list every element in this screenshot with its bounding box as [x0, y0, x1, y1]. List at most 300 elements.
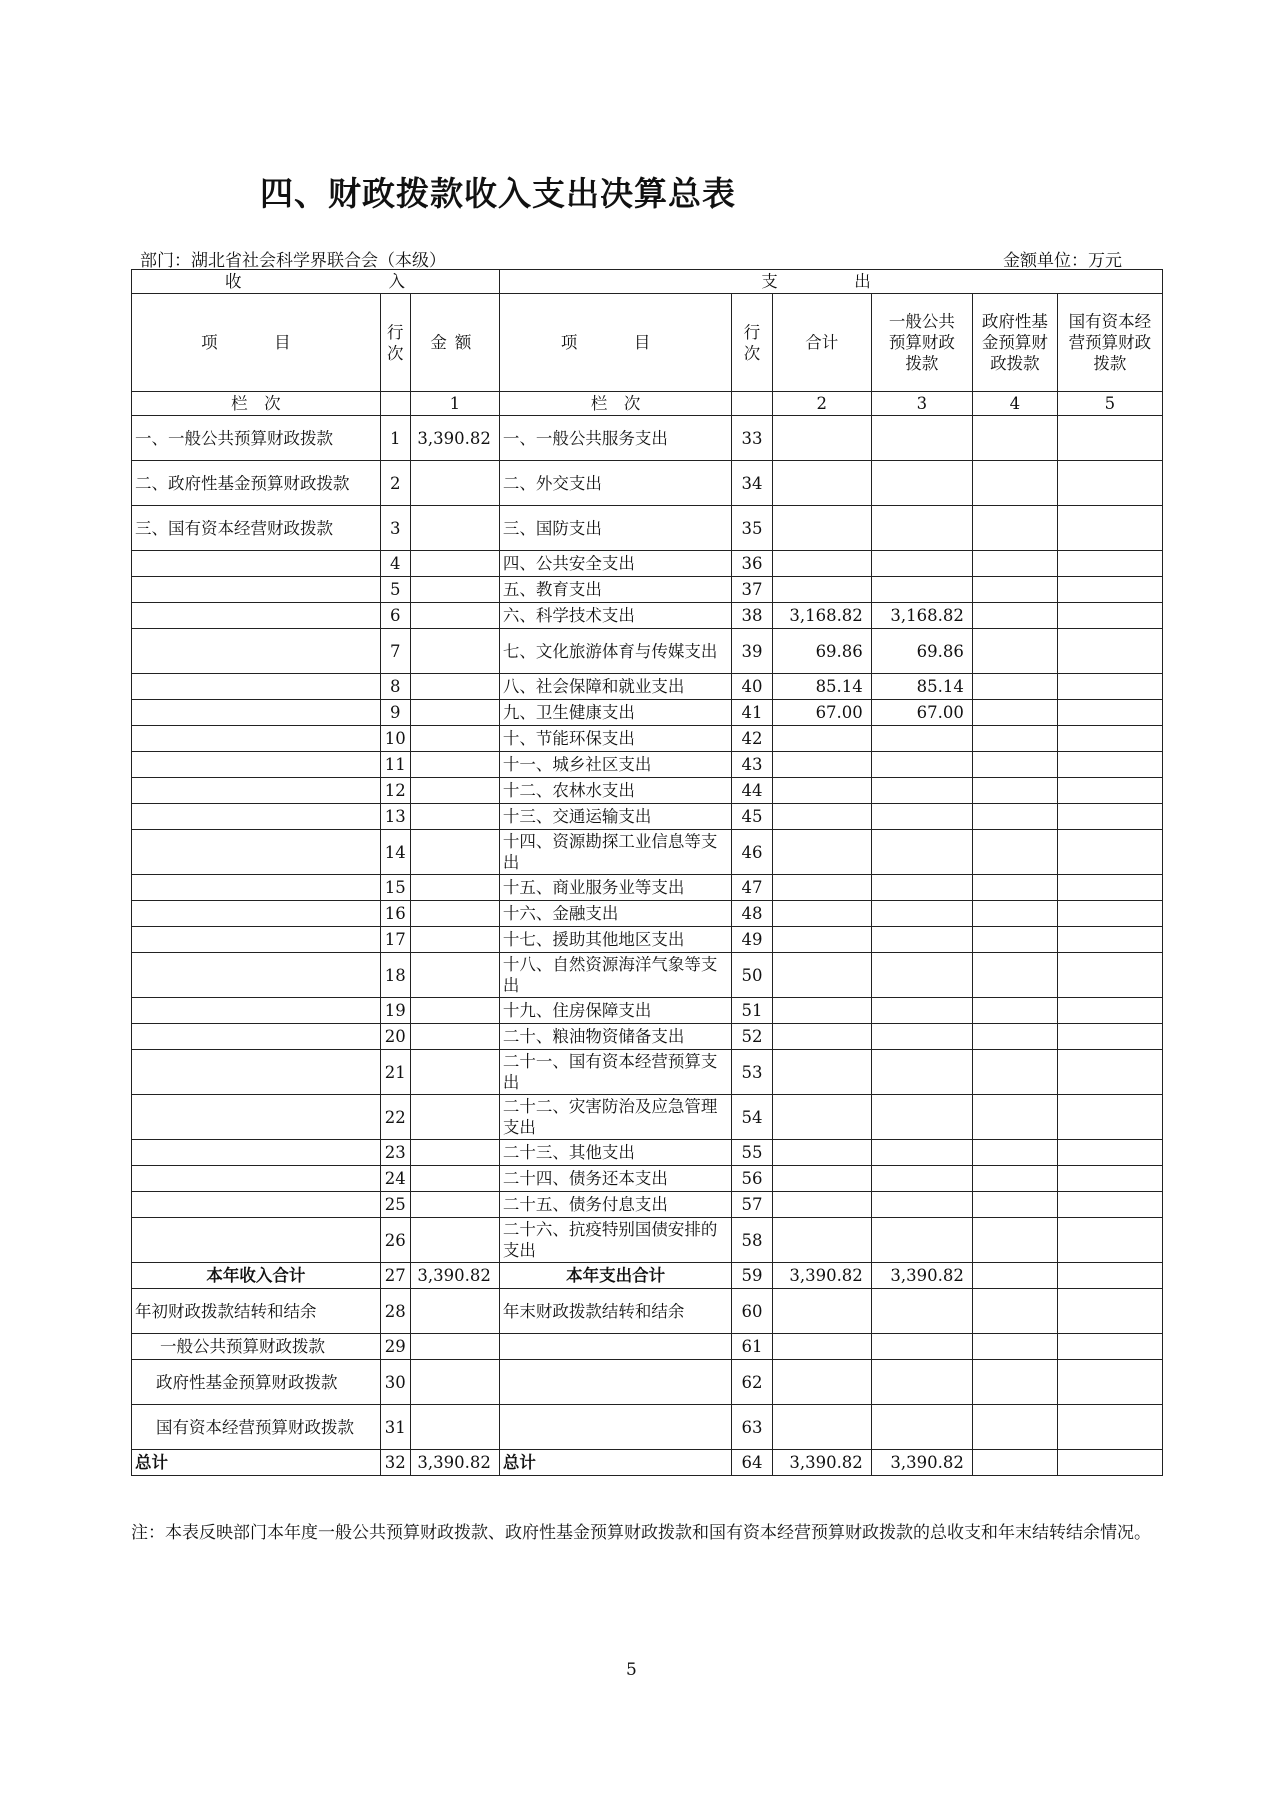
income-row-no-cell: 22	[380, 1095, 410, 1140]
income-amount-cell	[410, 461, 499, 506]
table-row	[132, 674, 1163, 700]
general-budget-cell	[871, 998, 972, 1024]
table-row	[132, 875, 1163, 901]
expense-item-cell: 六、科学技术支出	[499, 603, 731, 629]
expense-row-no-cell: 46	[732, 830, 772, 875]
lanci-empty	[732, 392, 772, 416]
expense-row-no-cell: 61	[732, 1334, 772, 1360]
state-capital-cell	[1057, 551, 1162, 577]
state-capital-cell	[1057, 1450, 1162, 1476]
income-row-no-cell: 2	[380, 461, 410, 506]
table-row	[132, 752, 1163, 778]
total-cell	[772, 1360, 871, 1405]
gov-fund-cell	[972, 875, 1057, 901]
expense-row-no-cell: 44	[732, 778, 772, 804]
lanci-col-5: 5	[1057, 392, 1162, 416]
income-row-no-cell: 15	[380, 875, 410, 901]
income-amount-cell	[410, 1050, 499, 1095]
expense-item-cell	[499, 1405, 731, 1450]
table-row	[132, 1192, 1163, 1218]
table-row	[132, 778, 1163, 804]
gov-fund-cell	[972, 1360, 1057, 1405]
total-cell	[772, 901, 871, 927]
general-budget-cell	[871, 901, 972, 927]
income-row-no-cell: 6	[380, 603, 410, 629]
income-row-no-cell: 20	[380, 1024, 410, 1050]
expense-row-no-cell: 53	[732, 1050, 772, 1095]
gov-fund-header: 政府性基金预算财政拨款	[972, 294, 1057, 392]
income-amount-cell	[410, 953, 499, 998]
expense-row-no-cell: 55	[732, 1140, 772, 1166]
income-amount-cell	[410, 998, 499, 1024]
total-cell: 85.14	[772, 674, 871, 700]
footnote: 注：本表反映部门本年度一般公共预算财政拨款、政府性基金预算财政拨款和国有资本经营预算财政拨款的总收支和年末结转结余情况。	[131, 1523, 1151, 1543]
table-row	[132, 1024, 1163, 1050]
general-budget-cell	[871, 927, 972, 953]
state-capital-cell	[1057, 416, 1162, 461]
income-item-cell	[132, 875, 381, 901]
state-capital-cell	[1057, 629, 1162, 674]
general-budget-cell	[871, 726, 972, 752]
general-budget-cell	[871, 1166, 972, 1192]
general-budget-cell	[871, 461, 972, 506]
gov-fund-cell	[972, 506, 1057, 551]
income-item-cell	[132, 603, 381, 629]
state-capital-cell	[1057, 875, 1162, 901]
lanci-col-3: 3	[871, 392, 972, 416]
expense-row-no-cell: 63	[732, 1405, 772, 1450]
expense-item-header: 项 目	[499, 294, 731, 392]
expense-item-cell: 九、卫生健康支出	[499, 700, 731, 726]
state-capital-cell	[1057, 1405, 1162, 1450]
state-capital-cell	[1057, 778, 1162, 804]
income-row-no-cell: 1	[380, 416, 410, 461]
income-row-no-cell: 17	[380, 927, 410, 953]
gov-fund-cell	[972, 700, 1057, 726]
general-budget-cell	[871, 1289, 972, 1334]
income-item-header: 项 目	[132, 294, 381, 392]
expense-item-cell: 十二、农林水支出	[499, 778, 731, 804]
page-number: 5	[626, 1660, 637, 1680]
expense-row-no-cell: 58	[732, 1218, 772, 1263]
income-amount-cell	[410, 901, 499, 927]
state-capital-cell	[1057, 603, 1162, 629]
general-budget-cell: 85.14	[871, 674, 972, 700]
expense-row-no-cell: 34	[732, 461, 772, 506]
state-capital-cell	[1057, 1095, 1162, 1140]
table-row	[132, 461, 1163, 506]
income-row-no-cell: 25	[380, 1192, 410, 1218]
general-budget-cell	[871, 830, 972, 875]
gov-fund-cell	[972, 726, 1057, 752]
state-capital-cell	[1057, 1360, 1162, 1405]
state-capital-cell	[1057, 461, 1162, 506]
state-capital-cell	[1057, 1050, 1162, 1095]
general-budget-cell	[871, 1405, 972, 1450]
table-row	[132, 927, 1163, 953]
total-cell	[772, 953, 871, 998]
income-item-cell: 一般公共预算财政拨款	[132, 1334, 381, 1360]
state-capital-cell	[1057, 700, 1162, 726]
gov-fund-cell	[972, 1024, 1057, 1050]
general-budget-cell: 69.86	[871, 629, 972, 674]
expense-item-cell: 二十六、抗疫特别国债安排的支出	[499, 1218, 731, 1263]
gov-fund-cell	[972, 1192, 1057, 1218]
income-amount-cell: 3,390.82	[410, 416, 499, 461]
income-item-cell: 本年收入合计	[132, 1263, 381, 1289]
state-capital-cell	[1057, 830, 1162, 875]
state-capital-cell	[1057, 804, 1162, 830]
state-capital-cell	[1057, 674, 1162, 700]
income-item-cell	[132, 1166, 381, 1192]
table-row	[132, 1166, 1163, 1192]
income-amount-cell	[410, 629, 499, 674]
income-item-cell: 政府性基金预算财政拨款	[132, 1360, 381, 1405]
total-cell: 69.86	[772, 629, 871, 674]
total-cell	[772, 875, 871, 901]
expense-row-no-cell: 40	[732, 674, 772, 700]
total-cell	[772, 804, 871, 830]
expense-item-cell: 二十五、债务付息支出	[499, 1192, 731, 1218]
gov-fund-cell	[972, 752, 1057, 778]
income-row-no-cell: 4	[380, 551, 410, 577]
total-cell	[772, 1192, 871, 1218]
department-label: 部门：湖北省社会科学界联合会（本级）	[140, 251, 446, 271]
income-item-cell	[132, 927, 381, 953]
total-cell	[772, 1024, 871, 1050]
expense-item-cell: 年末财政拨款结转和结余	[499, 1289, 731, 1334]
income-amount-cell	[410, 1334, 499, 1360]
table-row	[132, 700, 1163, 726]
gov-fund-cell	[972, 577, 1057, 603]
gov-fund-cell	[972, 1289, 1057, 1334]
total-cell	[772, 1166, 871, 1192]
total-cell	[772, 1095, 871, 1140]
general-budget-cell: 3,390.82	[871, 1450, 972, 1476]
state-capital-cell	[1057, 1140, 1162, 1166]
table-row	[132, 1450, 1163, 1476]
income-item-cell	[132, 953, 381, 998]
general-budget-cell	[871, 416, 972, 461]
income-row-no-cell: 31	[380, 1405, 410, 1450]
gov-fund-cell	[972, 830, 1057, 875]
general-budget-cell	[871, 1050, 972, 1095]
unit-label: 金额单位：万元	[1003, 251, 1122, 271]
income-item-cell	[132, 778, 381, 804]
total-cell	[772, 577, 871, 603]
table-row	[132, 603, 1163, 629]
income-group-header: 收 入	[132, 270, 500, 294]
expense-item-cell: 十四、资源勘探工业信息等支出	[499, 830, 731, 875]
income-item-cell: 国有资本经营预算财政拨款	[132, 1405, 381, 1450]
total-cell	[772, 1405, 871, 1450]
expense-item-cell: 二、外交支出	[499, 461, 731, 506]
expense-row-no-cell: 64	[732, 1450, 772, 1476]
state-capital-cell	[1057, 1334, 1162, 1360]
lanci-empty	[380, 392, 410, 416]
state-capital-cell	[1057, 1166, 1162, 1192]
gov-fund-cell	[972, 804, 1057, 830]
income-amount-cell	[410, 1405, 499, 1450]
general-budget-cell	[871, 1024, 972, 1050]
table-row	[132, 1289, 1163, 1334]
income-row-no-cell: 10	[380, 726, 410, 752]
expense-item-cell: 八、社会保障和就业支出	[499, 674, 731, 700]
general-budget-cell: 3,390.82	[871, 1263, 972, 1289]
income-row-no-cell: 21	[380, 1050, 410, 1095]
state-capital-cell	[1057, 1024, 1162, 1050]
income-row-no-cell: 32	[380, 1450, 410, 1476]
state-capital-cell	[1057, 577, 1162, 603]
expense-row-no-cell: 47	[732, 875, 772, 901]
state-capital-cell	[1057, 1263, 1162, 1289]
expense-row-no-cell: 60	[732, 1289, 772, 1334]
income-item-cell	[132, 901, 381, 927]
income-item-cell: 年初财政拨款结转和结余	[132, 1289, 381, 1334]
general-budget-cell: 67.00	[871, 700, 972, 726]
income-row-no-cell: 14	[380, 830, 410, 875]
income-amount-cell	[410, 1360, 499, 1405]
expense-item-cell: 一、一般公共服务支出	[499, 416, 731, 461]
income-amount-cell	[410, 927, 499, 953]
expense-item-cell: 二十、粮油物资储备支出	[499, 1024, 731, 1050]
income-row-no-cell: 12	[380, 778, 410, 804]
income-item-cell	[132, 726, 381, 752]
total-cell	[772, 752, 871, 778]
gov-fund-cell	[972, 901, 1057, 927]
gov-fund-cell	[972, 1334, 1057, 1360]
expense-item-cell: 十七、援助其他地区支出	[499, 927, 731, 953]
income-item-cell	[132, 674, 381, 700]
income-amount-cell	[410, 804, 499, 830]
expense-item-cell: 本年支出合计	[499, 1263, 731, 1289]
expense-row-no-cell: 51	[732, 998, 772, 1024]
income-item-cell	[132, 998, 381, 1024]
gov-fund-cell	[972, 1050, 1057, 1095]
total-cell	[772, 1218, 871, 1263]
gov-fund-cell	[972, 953, 1057, 998]
general-budget-cell	[871, 551, 972, 577]
expense-row-no-cell: 36	[732, 551, 772, 577]
total-cell: 3,168.82	[772, 603, 871, 629]
income-amount-cell	[410, 1192, 499, 1218]
general-budget-cell	[871, 778, 972, 804]
state-capital-cell	[1057, 726, 1162, 752]
expense-row-no-cell: 49	[732, 927, 772, 953]
income-amount-cell	[410, 1166, 499, 1192]
income-item-cell	[132, 804, 381, 830]
lanci-label-expense: 栏 次	[499, 392, 731, 416]
state-capital-cell	[1057, 506, 1162, 551]
expense-row-no-cell: 39	[732, 629, 772, 674]
general-budget-cell	[871, 804, 972, 830]
expense-row-no-cell: 59	[732, 1263, 772, 1289]
income-amount-cell: 3,390.82	[410, 1263, 499, 1289]
income-row-no-cell: 28	[380, 1289, 410, 1334]
income-amount-cell	[410, 726, 499, 752]
income-item-cell: 三、国有资本经营财政拨款	[132, 506, 381, 551]
income-item-cell	[132, 1095, 381, 1140]
expense-item-cell: 十六、金融支出	[499, 901, 731, 927]
total-header: 合计	[772, 294, 871, 392]
general-budget-cell	[871, 506, 972, 551]
expense-item-cell	[499, 1334, 731, 1360]
income-amount-cell	[410, 830, 499, 875]
lanci-col-1: 1	[410, 392, 499, 416]
table-row	[132, 629, 1163, 674]
total-cell	[772, 1140, 871, 1166]
table-row	[132, 1405, 1163, 1450]
gov-fund-cell	[972, 998, 1057, 1024]
income-row-no-cell: 11	[380, 752, 410, 778]
column-header-row	[132, 294, 1163, 392]
income-row-no-cell: 13	[380, 804, 410, 830]
state-capital-cell	[1057, 1192, 1162, 1218]
table-row	[132, 998, 1163, 1024]
table-row	[132, 551, 1163, 577]
total-cell	[772, 927, 871, 953]
income-amount-cell	[410, 577, 499, 603]
table-row	[132, 804, 1163, 830]
total-cell	[772, 1289, 871, 1334]
income-item-cell	[132, 551, 381, 577]
expense-item-cell: 四、公共安全支出	[499, 551, 731, 577]
table-row	[132, 416, 1163, 461]
general-budget-cell	[871, 953, 972, 998]
fiscal-summary-table	[131, 269, 1163, 1476]
state-capital-cell	[1057, 901, 1162, 927]
total-cell	[772, 506, 871, 551]
expense-row-no-cell: 54	[732, 1095, 772, 1140]
gov-fund-cell	[972, 1166, 1057, 1192]
income-item-cell: 总计	[132, 1450, 381, 1476]
expense-row-no-cell: 52	[732, 1024, 772, 1050]
income-row-no-cell: 18	[380, 953, 410, 998]
income-item-cell: 二、政府性基金预算财政拨款	[132, 461, 381, 506]
income-item-cell	[132, 1192, 381, 1218]
income-row-no-cell: 30	[380, 1360, 410, 1405]
general-budget-cell	[871, 875, 972, 901]
expense-row-no-cell: 56	[732, 1166, 772, 1192]
general-budget-cell	[871, 1095, 972, 1140]
table-row	[132, 1140, 1163, 1166]
total-cell	[772, 998, 871, 1024]
income-row-no-cell: 24	[380, 1166, 410, 1192]
gov-fund-cell	[972, 778, 1057, 804]
table-row	[132, 1360, 1163, 1405]
expense-item-cell: 十五、商业服务业等支出	[499, 875, 731, 901]
state-capital-cell	[1057, 953, 1162, 998]
total-cell	[772, 1050, 871, 1095]
expense-group-header: 支 出	[499, 270, 1162, 294]
total-cell	[772, 778, 871, 804]
table-row	[132, 1263, 1163, 1289]
income-amount-cell	[410, 700, 499, 726]
table-row	[132, 1334, 1163, 1360]
income-row-no-cell: 9	[380, 700, 410, 726]
gov-fund-cell	[972, 551, 1057, 577]
total-cell: 3,390.82	[772, 1450, 871, 1476]
total-cell: 3,390.82	[772, 1263, 871, 1289]
expense-item-cell: 总计	[499, 1450, 731, 1476]
income-item-cell	[132, 1140, 381, 1166]
state-capital-cell	[1057, 1289, 1162, 1334]
income-item-cell	[132, 1218, 381, 1263]
income-row-no-cell: 26	[380, 1218, 410, 1263]
gov-fund-cell	[972, 1405, 1057, 1450]
income-amount-cell	[410, 778, 499, 804]
lanci-col-2: 2	[772, 392, 871, 416]
expense-item-cell: 二十二、灾害防治及应急管理支出	[499, 1095, 731, 1140]
general-budget-cell	[871, 577, 972, 603]
total-cell	[772, 830, 871, 875]
table-row	[132, 901, 1163, 927]
table-row	[132, 577, 1163, 603]
general-budget-cell	[871, 1360, 972, 1405]
income-amount-cell	[410, 1140, 499, 1166]
income-row-no-cell: 27	[380, 1263, 410, 1289]
income-row-no-cell: 29	[380, 1334, 410, 1360]
expense-row-no-cell: 43	[732, 752, 772, 778]
expense-item-cell	[499, 1360, 731, 1405]
lanci-label-income: 栏 次	[132, 392, 381, 416]
state-capital-cell	[1057, 1218, 1162, 1263]
table-row	[132, 506, 1163, 551]
table-row	[132, 953, 1163, 998]
total-cell	[772, 726, 871, 752]
expense-row-no-cell: 50	[732, 953, 772, 998]
income-amount-cell	[410, 674, 499, 700]
table-row	[132, 1095, 1163, 1140]
total-cell	[772, 461, 871, 506]
general-budget-cell: 3,168.82	[871, 603, 972, 629]
expense-row-no-cell: 38	[732, 603, 772, 629]
expense-row-no-cell: 48	[732, 901, 772, 927]
general-budget-cell	[871, 1140, 972, 1166]
income-amount-cell	[410, 1218, 499, 1263]
expense-row-no-cell: 41	[732, 700, 772, 726]
income-row-no-cell: 3	[380, 506, 410, 551]
income-amount-cell: 3,390.82	[410, 1450, 499, 1476]
expense-row-no-cell: 37	[732, 577, 772, 603]
expense-row-no-cell: 42	[732, 726, 772, 752]
total-cell	[772, 551, 871, 577]
expense-row-no-header: 行次	[732, 294, 772, 392]
expense-item-cell: 十九、住房保障支出	[499, 998, 731, 1024]
income-row-no-cell: 23	[380, 1140, 410, 1166]
income-amount-cell	[410, 752, 499, 778]
gov-fund-cell	[972, 674, 1057, 700]
total-cell: 67.00	[772, 700, 871, 726]
lanci-col-4: 4	[972, 392, 1057, 416]
lanci-row	[132, 392, 1163, 416]
gov-fund-cell	[972, 629, 1057, 674]
gov-fund-cell	[972, 1450, 1057, 1476]
expense-item-cell: 十八、自然资源海洋气象等支出	[499, 953, 731, 998]
expense-item-cell: 五、教育支出	[499, 577, 731, 603]
general-budget-cell	[871, 1218, 972, 1263]
income-amount-cell	[410, 1095, 499, 1140]
state-capital-header: 国有资本经营预算财政拨款	[1057, 294, 1162, 392]
general-budget-cell	[871, 1192, 972, 1218]
income-amount-header: 金额	[410, 294, 499, 392]
general-budget-header: 一般公共预算财政拨款	[871, 294, 972, 392]
expense-item-cell: 二十三、其他支出	[499, 1140, 731, 1166]
general-budget-cell	[871, 1334, 972, 1360]
expense-row-no-cell: 45	[732, 804, 772, 830]
expense-item-cell: 十一、城乡社区支出	[499, 752, 731, 778]
group-header-row	[132, 270, 1163, 294]
